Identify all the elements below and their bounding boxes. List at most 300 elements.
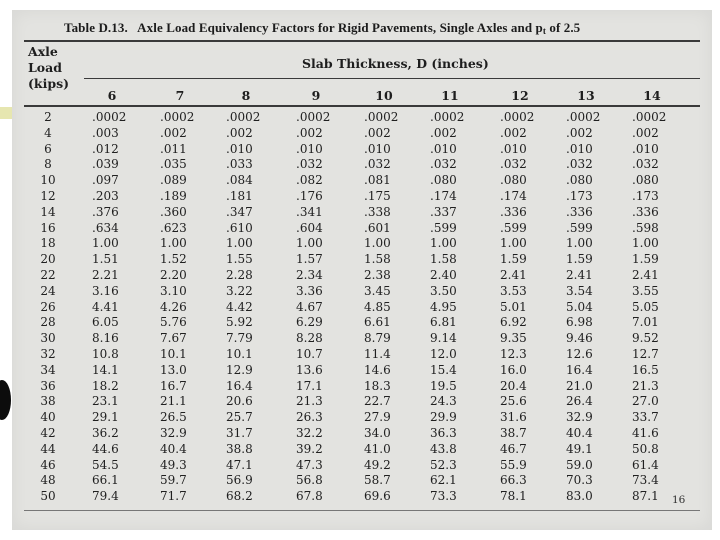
column-header: 14 bbox=[643, 88, 661, 103]
factor-cell: .010 bbox=[296, 141, 323, 156]
factor-cell: .338 bbox=[364, 204, 391, 219]
factor-cell: 12.9 bbox=[226, 362, 253, 377]
factor-cell: 31.7 bbox=[226, 426, 253, 440]
factor-cell: 54.5 bbox=[92, 457, 119, 472]
factor-cell: .032 bbox=[296, 157, 323, 172]
factor-cell: .173 bbox=[632, 189, 659, 203]
axle-load-cell: 20 bbox=[40, 252, 56, 267]
factor-cell: .012 bbox=[92, 141, 119, 156]
factor-cell: 1.00 bbox=[566, 236, 593, 251]
factor-cell: 1.58 bbox=[430, 252, 457, 267]
axle-load-cell: 28 bbox=[40, 315, 56, 330]
column-header: 6 bbox=[107, 88, 117, 103]
factor-cell: 3.45 bbox=[364, 283, 391, 298]
factor-cell: 69.6 bbox=[364, 489, 391, 504]
factor-cell: .360 bbox=[160, 204, 187, 219]
factor-cell: 73.3 bbox=[430, 489, 457, 504]
factor-cell: 1.51 bbox=[92, 252, 119, 267]
factor-cell: 18.3 bbox=[364, 378, 391, 393]
factor-cell: 8.79 bbox=[364, 331, 391, 346]
factor-cell: 27.0 bbox=[632, 394, 659, 409]
row-header-axle-load bbox=[28, 44, 68, 92]
factor-cell: 44.6 bbox=[92, 441, 119, 456]
factor-cell: 43.8 bbox=[430, 441, 457, 456]
factor-cell: 10.1 bbox=[160, 347, 187, 361]
axle-load-cell: 6 bbox=[44, 141, 52, 156]
factor-cell: 79.4 bbox=[92, 489, 119, 504]
table-title-subscript: t bbox=[542, 26, 546, 36]
table-row bbox=[12, 442, 712, 457]
factor-cell: 3.55 bbox=[632, 283, 659, 298]
factor-cell: 8.28 bbox=[296, 331, 323, 346]
factor-cell: 1.00 bbox=[430, 236, 457, 251]
factor-cell: 9.35 bbox=[500, 331, 527, 346]
factor-cell: 2.20 bbox=[160, 268, 187, 282]
factor-cell: 2.28 bbox=[226, 268, 253, 282]
factor-cell: .0002 bbox=[430, 110, 465, 124]
axle-load-cell: 48 bbox=[40, 473, 56, 488]
factor-cell: 8.16 bbox=[92, 331, 119, 346]
column-header: 11 bbox=[441, 88, 459, 103]
axle-load-cell: 14 bbox=[40, 204, 56, 219]
table-row bbox=[12, 489, 712, 504]
table-row bbox=[12, 189, 712, 204]
factor-cell: 1.00 bbox=[632, 236, 659, 251]
factor-cell: 47.1 bbox=[226, 457, 253, 472]
factor-cell: 25.6 bbox=[500, 394, 527, 409]
factor-cell: 68.2 bbox=[226, 489, 253, 504]
factor-cell: 12.7 bbox=[632, 347, 659, 361]
factor-cell: 10.8 bbox=[92, 347, 119, 361]
table-row bbox=[12, 157, 712, 172]
factor-cell: .033 bbox=[226, 157, 253, 172]
factor-cell: .0002 bbox=[226, 110, 261, 124]
factor-cell: 7.67 bbox=[160, 331, 187, 346]
table-row bbox=[12, 347, 712, 362]
factor-cell: 50.8 bbox=[632, 441, 659, 456]
factor-cell: 56.9 bbox=[226, 473, 253, 488]
factor-cell: 59.0 bbox=[566, 457, 593, 472]
column-header: 9 bbox=[311, 88, 321, 103]
table-row bbox=[12, 126, 712, 141]
factor-cell: 1.00 bbox=[226, 236, 253, 251]
axle-load-cell: 36 bbox=[40, 378, 56, 393]
factor-cell: 18.2 bbox=[92, 378, 119, 393]
factor-cell: 21.3 bbox=[296, 394, 323, 409]
slide-bullet-dot bbox=[0, 380, 11, 420]
factor-cell: 59.7 bbox=[160, 473, 187, 488]
factor-cell: 17.1 bbox=[296, 378, 323, 393]
factor-cell: 34.0 bbox=[364, 426, 391, 440]
factor-cell: .0002 bbox=[632, 110, 667, 124]
factor-cell: 40.4 bbox=[160, 441, 187, 456]
factor-cell: .610 bbox=[226, 220, 253, 235]
factor-cell: 6.61 bbox=[364, 315, 391, 330]
factor-cell: 49.3 bbox=[160, 457, 187, 472]
table-row bbox=[12, 268, 712, 283]
factor-cell: 4.42 bbox=[226, 299, 253, 314]
factor-cell: .032 bbox=[430, 157, 457, 172]
factor-cell: 6.81 bbox=[430, 315, 457, 330]
factor-cell: 5.05 bbox=[632, 299, 659, 314]
factor-cell: 12.3 bbox=[500, 347, 527, 361]
factor-cell: 2.34 bbox=[296, 268, 323, 282]
factor-cell: 70.3 bbox=[566, 473, 593, 488]
factor-cell: 32.2 bbox=[296, 426, 323, 440]
factor-cell: 66.1 bbox=[92, 473, 119, 488]
axle-load-cell: 46 bbox=[40, 457, 56, 472]
factor-cell: 3.16 bbox=[92, 283, 119, 298]
axle-load-cell: 22 bbox=[40, 268, 56, 282]
factor-cell: .598 bbox=[632, 220, 659, 235]
factor-cell: 12.0 bbox=[430, 347, 457, 361]
factor-cell: 49.2 bbox=[364, 457, 391, 472]
axle-load-cell: 4 bbox=[44, 125, 52, 140]
column-group-header: Slab Thickness, D (inches) bbox=[302, 56, 489, 71]
axle-load-cell: 10 bbox=[40, 173, 56, 188]
factor-cell: 21.3 bbox=[632, 378, 659, 393]
factor-cell: 38.7 bbox=[500, 426, 527, 440]
axle-load-cell: 2 bbox=[44, 110, 52, 124]
factor-cell: 16.4 bbox=[566, 362, 593, 377]
axle-load-cell: 44 bbox=[40, 441, 56, 456]
factor-cell: .002 bbox=[364, 125, 391, 140]
factor-cell: .176 bbox=[296, 189, 323, 203]
factor-cell: .010 bbox=[430, 141, 457, 156]
factor-cell: .0002 bbox=[364, 110, 399, 124]
factor-cell: 7.01 bbox=[632, 315, 659, 330]
factor-cell: 6.92 bbox=[500, 315, 527, 330]
factor-cell: .002 bbox=[226, 125, 253, 140]
table-row bbox=[12, 252, 712, 267]
factor-cell: 1.57 bbox=[296, 252, 323, 267]
axle-load-cell: 32 bbox=[40, 347, 56, 361]
scanned-table-page bbox=[12, 10, 712, 530]
factor-cell: 14.6 bbox=[364, 362, 391, 377]
factor-cell: .080 bbox=[632, 173, 659, 188]
factor-cell: 66.3 bbox=[500, 473, 527, 488]
factor-cell: 5.01 bbox=[500, 299, 527, 314]
axle-load-cell: 16 bbox=[40, 220, 56, 235]
factor-cell: 21.0 bbox=[566, 378, 593, 393]
factor-cell: 2.41 bbox=[632, 268, 659, 282]
factor-cell: 16.0 bbox=[500, 362, 527, 377]
factor-cell: .032 bbox=[364, 157, 391, 172]
factor-cell: 1.52 bbox=[160, 252, 187, 267]
factor-cell: 5.76 bbox=[160, 315, 187, 330]
factor-cell: .010 bbox=[500, 141, 527, 156]
factor-cell: 71.7 bbox=[160, 489, 187, 504]
row-header-line: (kips) bbox=[28, 76, 70, 91]
factor-cell: 41.6 bbox=[632, 426, 659, 440]
factor-cell: 47.3 bbox=[296, 457, 323, 472]
factor-cell: 38.8 bbox=[226, 441, 253, 456]
table-row bbox=[12, 331, 712, 346]
table-row bbox=[12, 458, 712, 473]
factor-cell: .002 bbox=[632, 125, 659, 140]
factor-cell: .175 bbox=[364, 189, 391, 203]
factor-cell: .0002 bbox=[296, 110, 331, 124]
factor-cell: 11.4 bbox=[364, 347, 391, 361]
factor-cell: 73.4 bbox=[632, 473, 659, 488]
factor-cell: 15.4 bbox=[430, 362, 457, 377]
factor-cell: .039 bbox=[92, 157, 119, 172]
row-header-line: Axle bbox=[28, 44, 58, 59]
factor-cell: .634 bbox=[92, 220, 119, 235]
table-title-prefix: Table D.13. bbox=[64, 20, 128, 35]
axle-load-cell: 38 bbox=[40, 394, 56, 409]
factor-cell: 1.00 bbox=[500, 236, 527, 251]
factor-cell: .336 bbox=[500, 204, 527, 219]
factor-cell: 4.41 bbox=[92, 299, 119, 314]
factor-cell: .010 bbox=[364, 141, 391, 156]
factor-cell: .0002 bbox=[92, 110, 127, 124]
column-header: 12 bbox=[511, 88, 529, 103]
axle-load-cell: 30 bbox=[40, 331, 56, 346]
factor-cell: 19.5 bbox=[430, 378, 457, 393]
factor-cell: .337 bbox=[430, 204, 457, 219]
factor-cell: 31.6 bbox=[500, 410, 527, 425]
factor-cell: .002 bbox=[296, 125, 323, 140]
factor-cell: 16.7 bbox=[160, 378, 187, 393]
factor-cell: 1.58 bbox=[364, 252, 391, 267]
table-row bbox=[12, 473, 712, 488]
table-row bbox=[12, 110, 712, 125]
row-header-line: Load bbox=[28, 60, 62, 75]
factor-cell: 25.7 bbox=[226, 410, 253, 425]
factor-cell: 1.59 bbox=[566, 252, 593, 267]
factor-cell: .080 bbox=[566, 173, 593, 188]
factor-cell: .011 bbox=[160, 141, 187, 156]
factor-cell: .0002 bbox=[500, 110, 535, 124]
factor-cell: 1.00 bbox=[296, 236, 323, 251]
factor-cell: 56.8 bbox=[296, 473, 323, 488]
factor-cell: 6.05 bbox=[92, 315, 119, 330]
factor-cell: .089 bbox=[160, 173, 187, 188]
factor-cell: .0002 bbox=[566, 110, 601, 124]
factor-cell: 16.4 bbox=[226, 378, 253, 393]
factor-cell: 26.3 bbox=[296, 410, 323, 425]
table-row bbox=[12, 221, 712, 236]
factor-cell: 13.0 bbox=[160, 362, 187, 377]
factor-cell: .347 bbox=[226, 204, 253, 219]
factor-cell: 4.67 bbox=[296, 299, 323, 314]
factor-cell: 22.7 bbox=[364, 394, 391, 409]
factor-cell: 12.6 bbox=[566, 347, 593, 361]
factor-cell: 29.9 bbox=[430, 410, 457, 425]
factor-cell: .599 bbox=[500, 220, 527, 235]
factor-cell: 2.40 bbox=[430, 268, 457, 282]
table-row bbox=[12, 236, 712, 251]
factor-cell: 32.9 bbox=[566, 410, 593, 425]
table-row bbox=[12, 426, 712, 441]
factor-cell: .084 bbox=[226, 173, 253, 188]
table-row bbox=[12, 363, 712, 378]
factor-cell: 2.41 bbox=[500, 268, 527, 282]
table-row bbox=[12, 379, 712, 394]
factor-cell: 9.46 bbox=[566, 331, 593, 346]
factor-cell: 83.0 bbox=[566, 489, 593, 504]
factor-cell: 40.4 bbox=[566, 426, 593, 440]
axle-load-cell: 42 bbox=[40, 426, 56, 440]
factor-cell: 1.59 bbox=[632, 252, 659, 267]
factor-cell: .174 bbox=[500, 189, 527, 203]
factor-cell: .002 bbox=[566, 125, 593, 140]
factor-cell: 26.4 bbox=[566, 394, 593, 409]
top-rule bbox=[24, 40, 700, 42]
factor-cell: 3.53 bbox=[500, 283, 527, 298]
factor-cell: 49.1 bbox=[566, 441, 593, 456]
factor-cell: .002 bbox=[500, 125, 527, 140]
factor-cell: .010 bbox=[632, 141, 659, 156]
factor-cell: .032 bbox=[566, 157, 593, 172]
factor-cell: .003 bbox=[92, 125, 119, 140]
factor-cell: 29.1 bbox=[92, 410, 119, 425]
table-title-main: Axle Load Equivalency Factors for Rigid Pavements, Single Axles and p bbox=[137, 20, 543, 35]
factor-cell: .010 bbox=[566, 141, 593, 156]
factor-cell: .174 bbox=[430, 189, 457, 203]
factor-cell: .203 bbox=[92, 189, 119, 203]
factor-cell: 4.95 bbox=[430, 299, 457, 314]
factor-cell: 46.7 bbox=[500, 441, 527, 456]
factor-cell: 9.14 bbox=[430, 331, 457, 346]
factor-cell: .082 bbox=[296, 173, 323, 188]
factor-cell: .599 bbox=[566, 220, 593, 235]
axle-load-cell: 26 bbox=[40, 299, 56, 314]
table-row bbox=[12, 300, 712, 315]
factor-cell: 13.6 bbox=[296, 362, 323, 377]
axle-load-cell: 50 bbox=[40, 489, 56, 504]
factor-cell: .189 bbox=[160, 189, 187, 203]
factor-cell: .376 bbox=[92, 204, 119, 219]
table-row bbox=[12, 142, 712, 157]
factor-cell: .010 bbox=[226, 141, 253, 156]
factor-cell: 32.9 bbox=[160, 426, 187, 440]
factor-cell: .604 bbox=[296, 220, 323, 235]
table-row bbox=[12, 284, 712, 299]
factor-cell: 2.38 bbox=[364, 268, 391, 282]
factor-cell: 58.7 bbox=[364, 473, 391, 488]
factor-cell: .097 bbox=[92, 173, 119, 188]
axle-load-cell: 12 bbox=[40, 189, 56, 203]
column-header: 13 bbox=[577, 88, 595, 103]
factor-cell: 7.79 bbox=[226, 331, 253, 346]
factor-cell: 1.55 bbox=[226, 252, 253, 267]
factor-cell: .181 bbox=[226, 189, 253, 203]
factor-cell: .601 bbox=[364, 220, 391, 235]
factor-cell: 3.50 bbox=[430, 283, 457, 298]
bottom-rule bbox=[24, 510, 700, 511]
factor-cell: .002 bbox=[160, 125, 187, 140]
table-row bbox=[12, 205, 712, 220]
column-header: 7 bbox=[175, 88, 185, 103]
factor-cell: 36.3 bbox=[430, 426, 457, 440]
factor-cell: 27.9 bbox=[364, 410, 391, 425]
factor-cell: 39.2 bbox=[296, 441, 323, 456]
column-header: 8 bbox=[241, 88, 251, 103]
axle-load-cell: 8 bbox=[44, 157, 52, 172]
factor-cell: 14.1 bbox=[92, 362, 119, 377]
group-header-rule bbox=[84, 78, 700, 79]
factor-cell: .599 bbox=[430, 220, 457, 235]
factor-cell: 5.04 bbox=[566, 299, 593, 314]
factor-cell: 33.7 bbox=[632, 410, 659, 425]
factor-cell: 20.4 bbox=[500, 378, 527, 393]
axle-load-cell: 34 bbox=[40, 362, 56, 377]
factor-cell: .032 bbox=[632, 157, 659, 172]
factor-cell: 52.3 bbox=[430, 457, 457, 472]
factor-cell: 67.8 bbox=[296, 489, 323, 504]
factor-cell: 9.52 bbox=[632, 331, 659, 346]
factor-cell: 10.7 bbox=[296, 347, 323, 361]
factor-cell: .035 bbox=[160, 157, 187, 172]
factor-cell: 1.00 bbox=[160, 236, 187, 251]
factor-cell: 2.21 bbox=[92, 268, 119, 282]
factor-cell: 3.36 bbox=[296, 283, 323, 298]
factor-cell: 16.5 bbox=[632, 362, 659, 377]
factor-cell: .173 bbox=[566, 189, 593, 203]
axle-load-cell: 24 bbox=[40, 283, 56, 298]
factor-cell: 1.59 bbox=[500, 252, 527, 267]
factor-cell: 1.00 bbox=[364, 236, 391, 251]
axle-load-cell: 40 bbox=[40, 410, 56, 425]
factor-cell: .623 bbox=[160, 220, 187, 235]
factor-cell: 3.54 bbox=[566, 283, 593, 298]
table-title bbox=[64, 20, 704, 36]
factor-cell: 6.29 bbox=[296, 315, 323, 330]
factor-cell: .080 bbox=[430, 173, 457, 188]
factor-cell: 4.85 bbox=[364, 299, 391, 314]
factor-cell: 6.98 bbox=[566, 315, 593, 330]
factor-cell: .0002 bbox=[160, 110, 195, 124]
factor-cell: 20.6 bbox=[226, 394, 253, 409]
factor-cell: 2.41 bbox=[566, 268, 593, 282]
factor-cell: 78.1 bbox=[500, 489, 527, 504]
factor-cell: 87.1 bbox=[632, 489, 659, 504]
factor-cell: 36.2 bbox=[92, 426, 119, 440]
factor-cell: .002 bbox=[430, 125, 457, 140]
table-row bbox=[12, 410, 712, 425]
factor-cell: 4.26 bbox=[160, 299, 187, 314]
factor-cell: 41.0 bbox=[364, 441, 391, 456]
factor-cell: .081 bbox=[364, 173, 391, 188]
factor-cell: 62.1 bbox=[430, 473, 457, 488]
page-number: 16 bbox=[672, 494, 686, 506]
column-header: 10 bbox=[375, 88, 393, 103]
table-row bbox=[12, 315, 712, 330]
factor-cell: 5.92 bbox=[226, 315, 253, 330]
factor-cell: 1.00 bbox=[92, 236, 119, 251]
table-row bbox=[12, 394, 712, 409]
factor-cell: 24.3 bbox=[430, 394, 457, 409]
table-row bbox=[12, 173, 712, 188]
factor-cell: 21.1 bbox=[160, 394, 187, 409]
factor-cell: 3.10 bbox=[160, 283, 187, 298]
factor-cell: .032 bbox=[500, 157, 527, 172]
factor-cell: .336 bbox=[566, 204, 593, 219]
header-bottom-rule bbox=[24, 105, 700, 107]
factor-cell: .080 bbox=[500, 173, 527, 188]
factor-cell: .341 bbox=[296, 204, 323, 219]
factor-cell: 3.22 bbox=[226, 283, 253, 298]
factor-cell: 26.5 bbox=[160, 410, 187, 425]
factor-cell: .336 bbox=[632, 204, 659, 219]
axle-load-cell: 18 bbox=[40, 236, 56, 251]
table-title-suffix: of 2.5 bbox=[546, 20, 581, 35]
factor-cell: 55.9 bbox=[500, 457, 527, 472]
factor-cell: 10.1 bbox=[226, 347, 253, 361]
factor-cell: 23.1 bbox=[92, 394, 119, 409]
